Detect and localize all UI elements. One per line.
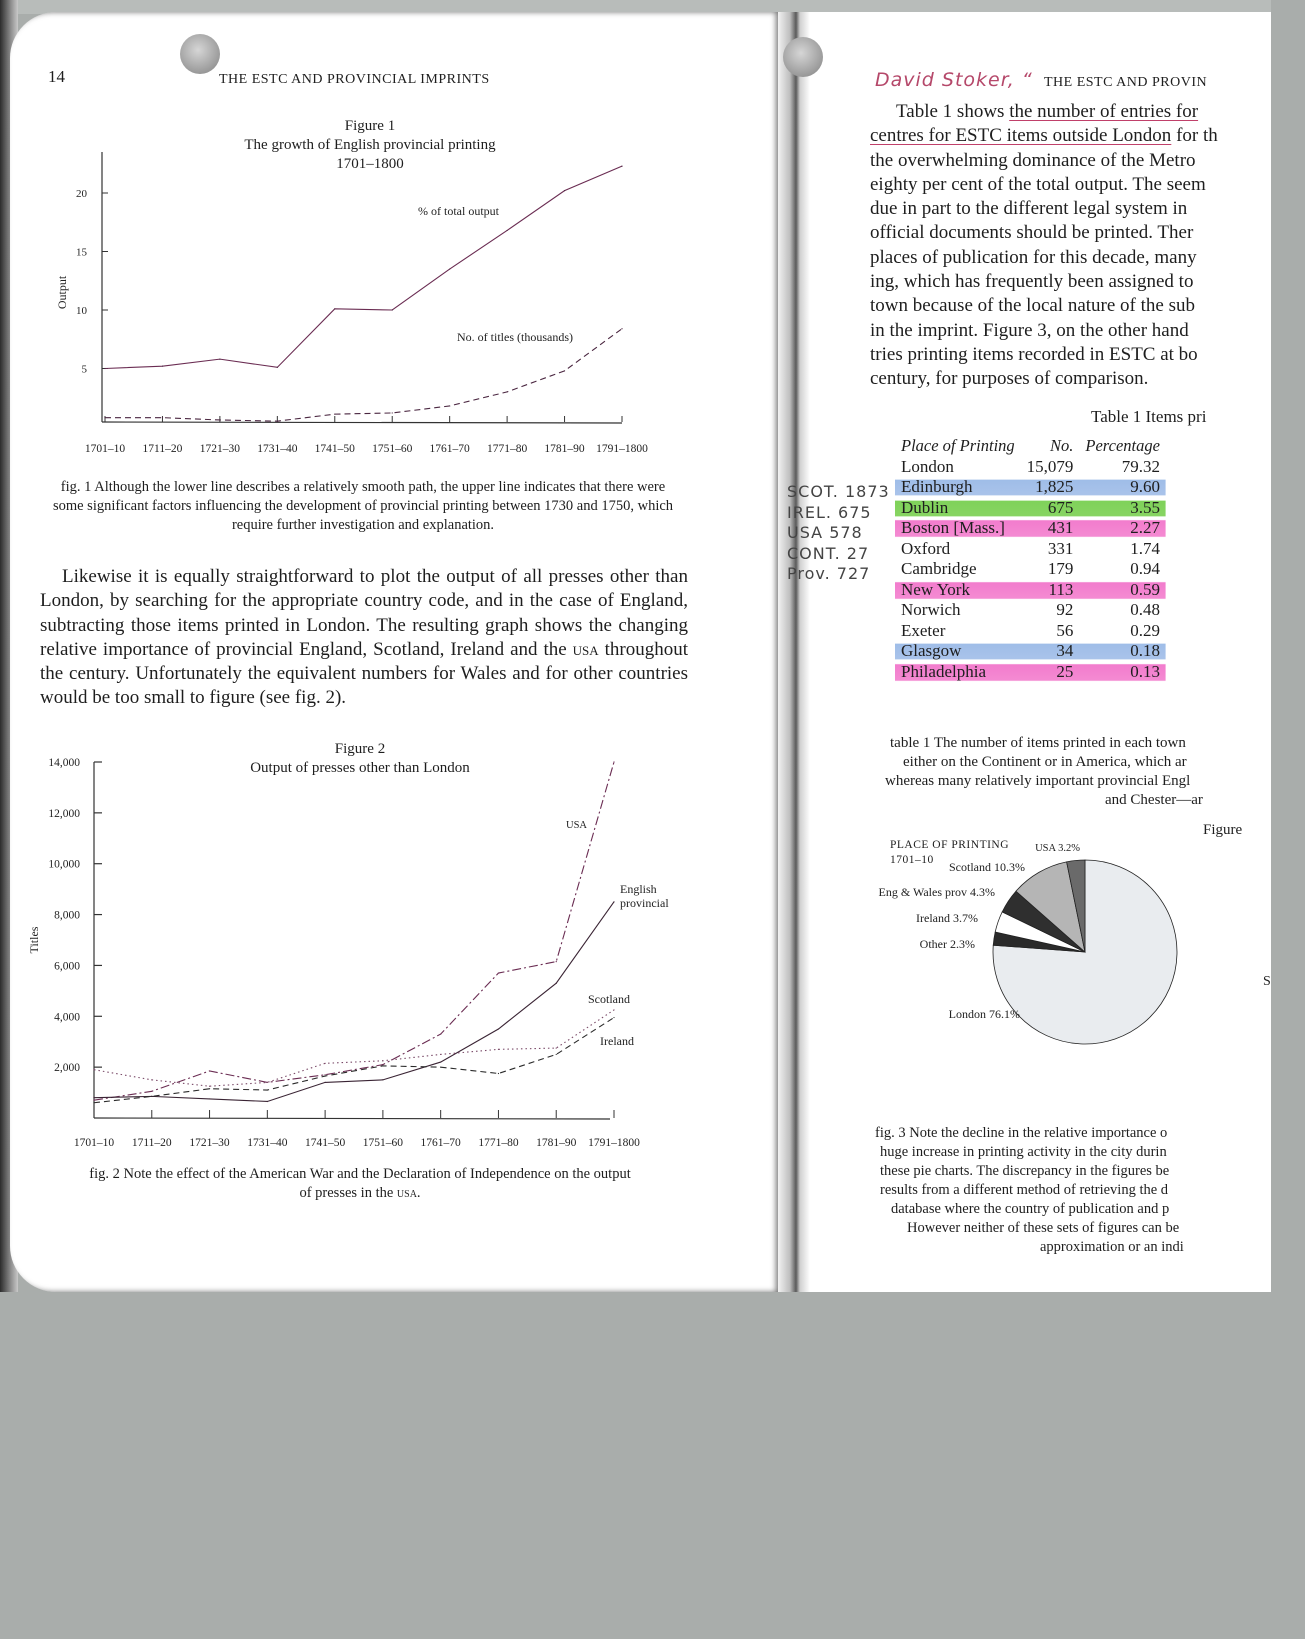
text-line [870, 173, 1290, 197]
cell-no: 1,825 [1035, 477, 1074, 496]
data-point [151, 1096, 152, 1097]
y-tick-label: 8,000 [54, 909, 80, 922]
data-point [151, 1079, 152, 1080]
figure2-label: Figure 2 [334, 741, 386, 757]
figure1-subtitle: 1701–1800 [336, 156, 404, 172]
pie-label: Scotland 10.3% [949, 860, 1025, 874]
caption-line: huge increase in printing activity in the city durin [880, 1144, 1167, 1160]
cell-pct: 0.48 [1130, 600, 1160, 619]
y-tick-label: 10 [76, 305, 87, 317]
x-tick-label: 1701–10 [84, 443, 126, 455]
right-body-text [870, 100, 1290, 392]
figure3-side-letter: S [1263, 974, 1271, 989]
caption-line: whereas many relatively important provincial Engl [885, 773, 1191, 789]
underlined-text: centres for ESTC items outside London [870, 125, 1172, 147]
figure3-label: Figure [1203, 822, 1243, 838]
margin-note: IREL. 675 [787, 502, 872, 522]
handwritten-author-note: David Stoker, “ [875, 69, 1033, 91]
x-axis [94, 1118, 610, 1119]
margin-note: CONT. 27 [787, 543, 870, 563]
text-line [870, 149, 1290, 173]
data-point [267, 1101, 268, 1102]
data-point [382, 1064, 383, 1065]
running-head: THE ESTC AND PROVINCIAL IMPRINTS [219, 72, 490, 87]
text-span: in the imprint. Figure 3, on the other hand [870, 319, 1189, 341]
text-line [870, 319, 1290, 343]
paragraph-part-2: throughout the century. Unfortunately the equivalent numbers for Wales and for other countries would be too small to figure (see fig. 2). [40, 638, 688, 709]
series-label-scotland: Scotland [588, 992, 630, 1006]
text-span: tries printing items recorded in ESTC at bo [870, 343, 1198, 365]
series-label-usa: USA [566, 820, 588, 831]
cell-place: Glasgow [901, 641, 962, 660]
text-line [870, 246, 1290, 270]
cell-no: 675 [1047, 497, 1074, 517]
text-span: official documents should be printed. Ther [870, 222, 1194, 244]
cell-no: 431 [1047, 518, 1074, 537]
table-row [895, 498, 1166, 519]
x-tick-label: 1731–40 [257, 443, 298, 455]
table-row [895, 477, 1166, 498]
x-tick-label: 1701–10 [73, 1137, 115, 1149]
table-row [895, 518, 1166, 539]
margin-note: USA 578 [787, 523, 863, 542]
pie-label: USA 3.2% [1035, 843, 1080, 854]
caption-line: However neither of these sets of figures can be [907, 1220, 1180, 1236]
text-line [870, 221, 1290, 245]
text-span: town because of the local nature of the sub [870, 295, 1195, 317]
x-tick-label: 1781–90 [544, 443, 585, 455]
data-point [325, 1075, 326, 1076]
data-point [613, 761, 614, 762]
data-point [440, 1054, 441, 1055]
series-label: % of total output [418, 204, 499, 218]
cell-place: Dublin [901, 497, 949, 517]
text-span: Table 1 shows [896, 101, 1010, 122]
data-point [556, 983, 557, 984]
caption-line: database where the country of publication and p [891, 1201, 1170, 1217]
figure2-caption [40, 1165, 680, 1203]
text-span: for th [1171, 125, 1218, 147]
data-point [440, 1067, 441, 1068]
cell-no: 25 [1056, 661, 1074, 681]
paragraph-usa: usa [572, 638, 599, 660]
x-tick-label: 1711–20 [142, 443, 183, 455]
data-point [498, 1049, 499, 1050]
x-tick-label: 1771–80 [478, 1137, 519, 1149]
margin-note: Prov. 727 [787, 564, 871, 583]
pie-label: London 76.1% [948, 1007, 1020, 1021]
caption-usa: usa [396, 1185, 417, 1201]
caption-line: table 1 The number of items printed in each town [890, 735, 1186, 751]
data-point [325, 1082, 326, 1083]
text-span: places of publication for this decade, many [870, 246, 1197, 268]
series-line-scotland [94, 1010, 614, 1086]
table-row [895, 539, 1166, 560]
data-point [382, 1065, 383, 1066]
cell-pct: 0.59 [1130, 579, 1160, 599]
series-label-ireland: Ireland [600, 1034, 634, 1048]
text-line [870, 100, 1290, 124]
series-label-english: English [620, 882, 657, 896]
x-tick-label: 1781–90 [536, 1137, 577, 1149]
text-line [870, 294, 1290, 318]
figure1-title: The growth of English provincial printing [244, 137, 496, 153]
text-span: the overwhelming dominance of the Metro [870, 149, 1196, 171]
data-point [267, 1082, 268, 1083]
series-label: No. of titles (thousands) [457, 330, 573, 344]
col-no: No. [1050, 436, 1074, 455]
figure2-title: Output of presses other than London [250, 760, 470, 776]
cell-place: Philadelphia [901, 661, 986, 681]
data-point [209, 1088, 210, 1089]
series-label-provincial: provincial [620, 896, 669, 910]
data-point [209, 1098, 210, 1099]
cell-no: 113 [1048, 579, 1074, 599]
y-axis-label: Titles [27, 926, 41, 954]
y-tick-label: 20 [76, 188, 87, 200]
text-span: ing, which has frequently been assigned to [870, 271, 1194, 293]
series-line-usa [94, 762, 614, 1100]
cell-pct: 79.32 [1121, 456, 1160, 476]
series-line-english-provincial [94, 902, 614, 1102]
x-tick-label: 1751–60 [372, 443, 413, 455]
paragraph-part-1: Likewise it is equally straightforward to plot the output of all presses other than London, by searching for the appropriate country code, and in the case of England, subtracting those items printed in London. The resulting graph shows the changing relative importance of provincial England, Scotland, Ireland and the [40, 566, 688, 660]
figure2-caption-line1: fig. 2 Note the effect of the American War and the Declaration of Independence on the output [89, 1166, 631, 1182]
text-line [870, 367, 1290, 391]
x-tick-label: 1791–1800 [596, 443, 648, 455]
text-line [870, 343, 1290, 367]
figure3-caption [875, 1124, 1295, 1257]
page-number: 14 [48, 67, 65, 86]
data-point [613, 901, 614, 902]
data-point [498, 1073, 499, 1074]
data-point [498, 972, 499, 973]
y-tick-label: 2,000 [54, 1062, 80, 1075]
data-point [267, 1089, 268, 1090]
cell-no: 331 [1047, 538, 1074, 558]
table1-title: Table 1 Items pri [1091, 407, 1207, 426]
text-line [870, 197, 1290, 221]
table-row [895, 621, 1166, 642]
figure2-caption-line2 [40, 1184, 680, 1203]
y-tick-label: 10,000 [48, 858, 80, 871]
data-point [325, 1074, 326, 1075]
y-tick-label: 14,000 [48, 757, 80, 769]
cell-pct: 0.94 [1130, 559, 1160, 578]
y-tick-label: 15 [76, 246, 87, 259]
text-span: eighty per cent of the total output. The seem [870, 173, 1206, 195]
caption-line: and Chester—ar [1105, 792, 1203, 808]
cell-no: 92 [1056, 600, 1074, 619]
caption-line: fig. 3 Note the decline in the relative importance o [875, 1125, 1168, 1141]
x-tick-label: 1731–40 [247, 1137, 288, 1149]
cell-no: 15,079 [1026, 456, 1074, 476]
margin-note: SCOT. 1873 [787, 482, 890, 501]
data-point [209, 1070, 210, 1071]
caption-line: these pie charts. The discrepancy in the figures be [880, 1163, 1170, 1179]
data-point [556, 1054, 557, 1055]
cell-pct: 1.74 [1130, 538, 1160, 558]
data-point [613, 1017, 614, 1018]
caption-line: results from a different method of retrieving the d [880, 1182, 1169, 1198]
underlined-text: the number of entries for [1009, 101, 1199, 122]
text-span: century, for purposes of comparison. [870, 368, 1149, 390]
data-point [613, 1009, 614, 1010]
caption-period: . [416, 1185, 421, 1201]
table-row [895, 662, 1166, 683]
x-tick-label: 1761–70 [420, 1137, 461, 1149]
figure1-label: Figure 1 [344, 118, 396, 134]
table-row [895, 559, 1166, 580]
cell-no: 179 [1047, 559, 1074, 578]
table-row [895, 600, 1166, 621]
pie-period: 1701–10 [890, 854, 934, 866]
figure2-chart [10, 12, 780, 1162]
cell-pct: 0.29 [1130, 620, 1160, 640]
x-tick-label: 1761–70 [429, 443, 470, 455]
table-row [895, 641, 1166, 662]
cell-place: Boston [Mass.] [901, 518, 1005, 537]
cell-place: London [901, 456, 954, 476]
text-span: due in part to the different legal system in [870, 198, 1188, 220]
running-head-right: THE ESTC AND PROVIN [1044, 75, 1208, 90]
data-point [93, 1097, 94, 1098]
y-tick-label: 5 [81, 363, 87, 376]
cell-pct: 0.18 [1130, 641, 1160, 660]
text-line [870, 124, 1290, 148]
y-tick-label: 6,000 [54, 960, 80, 973]
x-tick-label: 1711–20 [131, 1137, 172, 1149]
figure1-caption: fig. 1 Although the lower line describes a relatively smooth path, the upper line indicates that there were some significant factors influencing the development of provincial printing between 1730 and 1750, which require further investigation and explanation. [52, 479, 674, 533]
data-point [151, 1091, 152, 1092]
pie-label: Other 2.3% [919, 937, 975, 951]
col-percentage: Percentage [1085, 436, 1160, 455]
cell-no: 56 [1056, 620, 1074, 640]
table-row [895, 580, 1166, 601]
x-tick-label: 1771–80 [486, 443, 528, 455]
data-point [93, 1069, 94, 1070]
data-point [93, 1100, 94, 1101]
data-point [498, 1028, 499, 1029]
pie-label: Ireland 3.7% [916, 911, 978, 925]
cell-place: New York [901, 579, 970, 599]
cell-pct: 0.13 [1130, 661, 1160, 681]
data-point [440, 1061, 441, 1062]
pie-label: Eng & Wales prov 4.3% [878, 885, 995, 899]
cell-place: Exeter [901, 620, 946, 640]
series-line-ireland [94, 1018, 614, 1103]
data-point [93, 1102, 94, 1103]
cell-pct: 9.60 [1130, 477, 1160, 496]
cell-place: Edinburgh [901, 477, 973, 496]
table-header-row [895, 436, 1166, 457]
data-point [440, 1033, 441, 1034]
text-line [870, 270, 1290, 294]
caption-line: either on the Continent or in America, which ar [903, 754, 1187, 770]
margin-notes [787, 482, 890, 585]
book-gutter [778, 12, 818, 1292]
col-place: Place of Printing [901, 436, 1015, 455]
cell-place: Oxford [901, 538, 951, 558]
cell-place: Cambridge [901, 559, 977, 578]
cell-pct: 2.27 [1130, 518, 1160, 537]
table-row [895, 457, 1166, 478]
y-tick-label: 12,000 [48, 807, 80, 820]
x-tick-label: 1791–1800 [588, 1137, 640, 1149]
data-point [556, 1047, 557, 1048]
data-point [382, 1060, 383, 1061]
x-tick-label: 1721–30 [189, 1137, 230, 1149]
data-point [325, 1063, 326, 1064]
y-axis-label: Output [55, 275, 69, 310]
table1 [895, 436, 1166, 682]
cell-place: Norwich [901, 600, 961, 619]
punch-hole [783, 37, 823, 77]
caption-text: of presses in the [299, 1185, 397, 1201]
x-tick-label: 1721–30 [199, 443, 241, 455]
left-page [10, 12, 780, 1292]
table1-caption [885, 734, 1305, 810]
y-tick-label: 4,000 [54, 1011, 80, 1024]
cell-pct: 3.55 [1130, 497, 1160, 517]
cell-no: 34 [1056, 641, 1074, 660]
x-tick-label: 1751–60 [362, 1137, 404, 1149]
data-point [209, 1086, 210, 1087]
data-point [382, 1079, 383, 1080]
data-point [556, 961, 557, 962]
right-page [787, 12, 1271, 1292]
x-tick-label: 1741–50 [304, 1137, 346, 1149]
x-tick-label: 1741–50 [314, 443, 355, 455]
pie-heading: PLACE OF PRINTING [890, 839, 1010, 851]
caption-line: approximation or an indi [1040, 1239, 1184, 1255]
